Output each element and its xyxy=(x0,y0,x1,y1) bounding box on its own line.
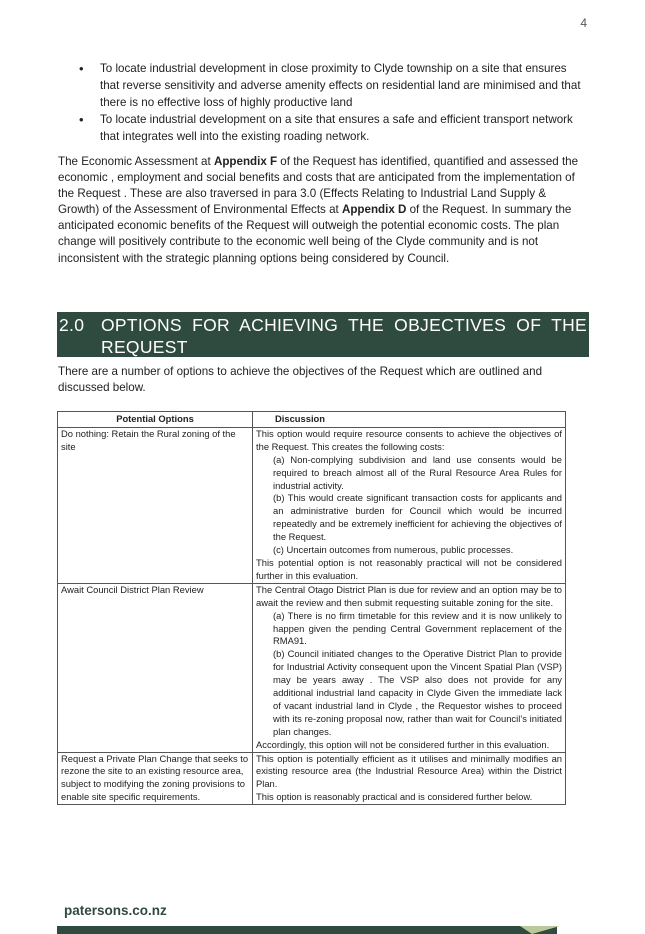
section-heading xyxy=(57,312,589,357)
footer-band xyxy=(57,926,557,934)
section-number: 2.0 xyxy=(59,315,85,335)
page-number: 4 xyxy=(580,16,587,30)
table-row xyxy=(58,752,566,805)
section-lead-paragraph: There are a number of options to achieve the objectives of the Request which are outlined and discussed below. xyxy=(58,365,543,394)
option-cell: Do nothing: Retain the Rural zoning of the site xyxy=(58,427,253,583)
table-row xyxy=(58,427,566,583)
discussion-text: Accordingly, this option will not be considered further in this evaluation. xyxy=(256,738,550,750)
intro-text: of the Request has identified, quantified and assessed the economic , employment and social benefits and costs that are anticipated from the implementation of the Request . These are also traversed in para 3.0 (Effects Relating to Industrial Land Supply & Growth) of the Assessment of Environmental Effects at xyxy=(58,155,579,217)
options-table xyxy=(57,411,566,805)
column-header-discussion: Discussion xyxy=(253,412,566,428)
discussion-text: The Central Otago District Plan is due for review and an option may be to await the review and then submit requesting suitable zoning for the site. xyxy=(256,583,562,608)
footer-accent-stripe xyxy=(520,926,560,934)
economic-assessment-paragraph xyxy=(58,154,590,267)
table-header-row xyxy=(58,412,566,428)
discussion-text: This potential option is not reasonably practical will not be considered further in this evaluation. xyxy=(256,556,562,581)
objectives-list xyxy=(78,60,588,145)
intro-text: The Economic Assessment at xyxy=(58,155,214,168)
discussion-subpoint: (b) This would create significant transaction costs for applicants and an administrative burden for Council which would be incurred repeatedly and be extremely inefficient for achieving the objectives of the Request. xyxy=(273,492,562,543)
discussion-text: This option is reasonably practical and is considered further below. xyxy=(256,791,533,803)
discussion-subpoint: (c) Uncertain outcomes from numerous, public processes. xyxy=(273,544,514,556)
discussion-subpoint: (a) There is no firm timetable for this review and it is now unlikely to happen given the pending Central Government replacement of the RMA91. xyxy=(273,609,562,647)
discussion-text: This option would require resource consents to achieve the objectives of the Request. This creates the following costs: xyxy=(256,427,562,452)
appendix-d-reference: Appendix D xyxy=(341,203,407,217)
discussion-cell xyxy=(253,427,566,583)
discussion-text: This option is potentially efficient as it utilises and minimally modifies an existing resource area (the Industrial Resource Area) within the District Plan. xyxy=(256,752,562,790)
discussion-cell xyxy=(253,752,566,805)
discussion-subpoint: (b) Council initiated changes to the Operative District Plan to provide for Industrial Activity consequent upon the Vincent Spatial Plan (VSP) may be years away . The VSP also does not provide for any additional industrial land capacity in Clyde Given the immediate lack of vacant industrial land in Clyde , the Requestor wishes to proceed with its re-zoning proposal now, rather than wait for Council’s initiated plan changes. xyxy=(273,648,562,737)
section-title: OPTIONS FOR ACHIEVING THE OBJECTIVES OF THE REQUEST xyxy=(101,315,587,357)
discussion-cell xyxy=(253,583,566,752)
table-row xyxy=(58,583,566,752)
option-cell: Request a Private Plan Change that seeks to rezone the site to an existing resource area, subject to modifying the zoning provisions to enable site specific requirements. xyxy=(58,752,253,805)
list-item: • To locate industrial development on a site that ensures a safe and efficient transport network that integrates well into the existing roading network. xyxy=(78,111,588,145)
footer-brand-logo: patersons.co.nz xyxy=(64,903,167,918)
discussion-subpoint: (a) Non-complying subdivision and land use consents would be required to breach almost all of the Rural Resource Area Rules for industrial activity. xyxy=(273,453,562,491)
option-cell: Await Council District Plan Review xyxy=(58,583,253,752)
intro-text: of the Request. In summary the anticipated economic benefits of the Request will outweigh the potential economic costs. The plan change will positively contribute to the economic well being of the Clyde community and is not inconsistent with the strategic planning options being considered by Council. xyxy=(58,203,572,265)
appendix-f-reference: Appendix F xyxy=(213,155,278,168)
list-item: • To locate industrial development in close proximity to Clyde township on a site that ensures that reverse sensitivity and adverse amenity effects on residential land are minimised and that there is no effective loss of highly productive land xyxy=(78,60,588,111)
column-header-options: Potential Options xyxy=(58,412,253,428)
